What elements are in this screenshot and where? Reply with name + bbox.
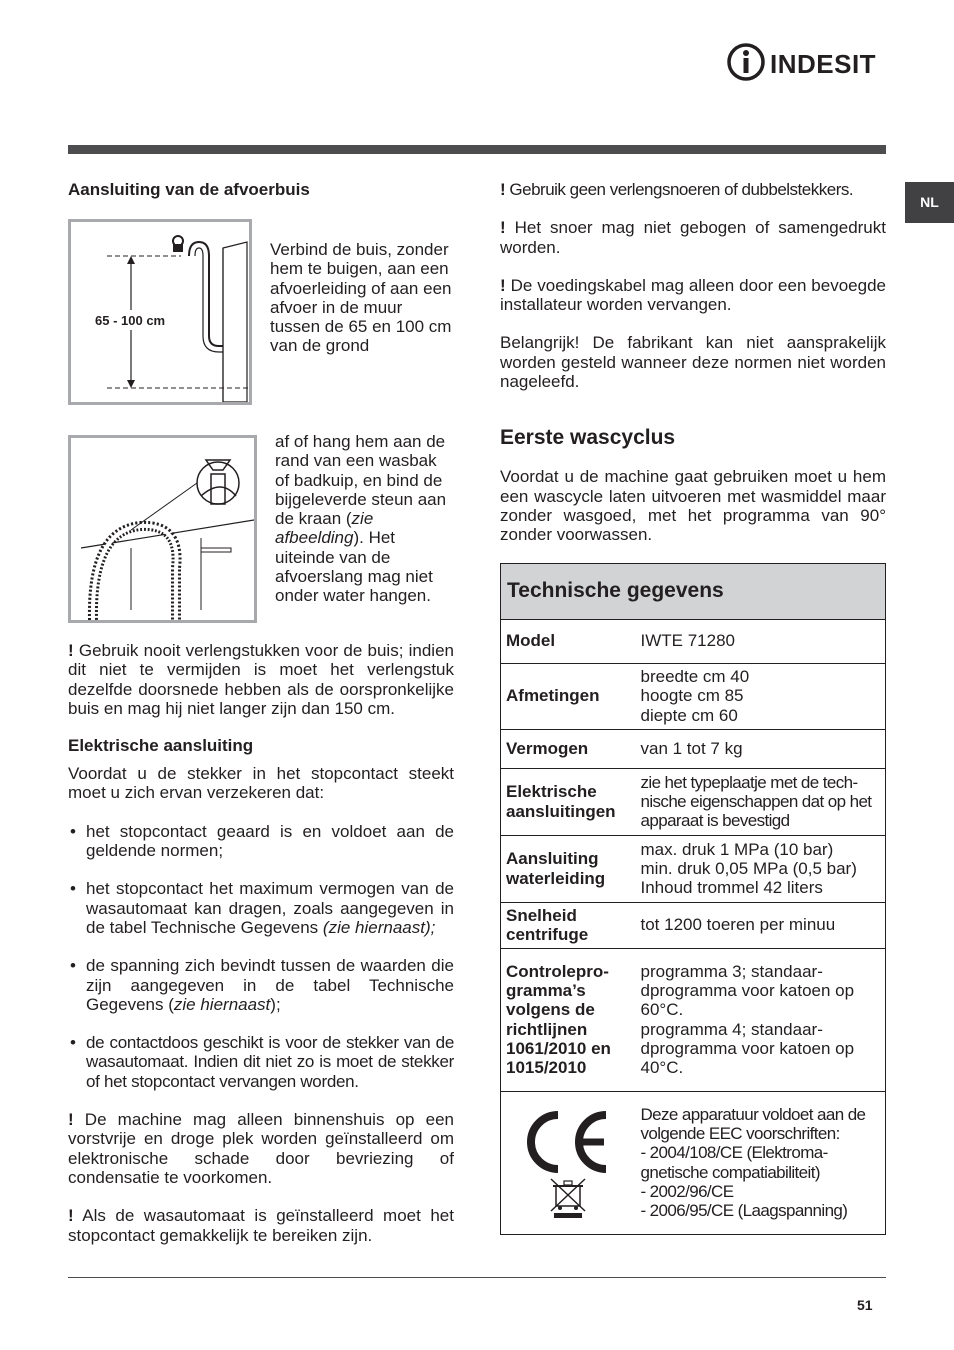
spec-value: Deze apparatuur voldoet aan de volgende EEC voorschriften: - 2004/108/CE (Elektromagnetische compatiabiliteit) - 2002/96/CE - 2006/95/CE (Laagspanning) [635,1091,886,1234]
first-cycle-text: Voordat u de machine gaat gebruiken moet u hem een wascycle laten uitvoeren met wasmiddel maar zonder wasgoed, met het programma van 90° zonder voorwassen. [500,467,886,545]
table-row [501,835,886,902]
list-item: • het stopcontact het maximum vermogen van de wasautomaat kan dragen, zoals aangegeven in de tabel Technische Gegevens (zie hiernaast); [68,879,454,937]
electric-intro: Voordat u de stekker in het stopcontact steekt moet u zich ervan verzekeren dat: [68,764,454,803]
first-cycle-heading: Eerste wascyclus [500,426,676,450]
left-column [68,180,454,1245]
page-number: 51 [857,1297,873,1313]
spec-value: programma 3; standaardprogramma voor katoen op 60°C. programma 4; standaardprogramma voor katoen op 40°C. [635,948,886,1091]
drain-wall-figure [68,219,252,405]
weee-bin-icon [551,1179,585,1218]
drain-sink-figure-row [68,432,454,623]
spec-table [500,563,886,1235]
spec-value: van 1 tot 7 kg [635,729,886,768]
electric-checklist [68,822,454,1091]
ce-mark-icon [518,1100,618,1220]
header-rule [68,145,886,154]
spec-label: Controleprogramma’s volgens de richtlijnen 1061/2010 en 1015/2010 [501,948,635,1091]
list-item: • de spanning zich bevindt tussen de waarden die zijn aangegeven in de tabel Technische Gegevens (zie hiernaast); [68,956,454,1014]
spec-label: Afmetingen [501,663,635,729]
footer-rule [68,1277,886,1278]
svg-text:INDESIT: INDESIT [770,49,877,79]
drain-wall-text: Verbind de buis, zonder hem te buigen, aan een afvoerleiding of aan een afvoer in de muur tussen de 65 en 100 cm van de grond [270,240,452,356]
spec-label: Elektrische aansluitingen [501,768,635,835]
ce-weee-marks [501,1091,635,1234]
right-column [500,180,886,1235]
drain-heading: Aansluiting van de afvoerbuis [68,180,310,199]
table-row [501,948,886,1091]
spec-value: IWTE 71280 [635,619,886,663]
drain-sink-illustration [71,438,254,620]
bend-note: ! Het snoer mag niet gebogen of samengedrukt worden. [500,218,886,257]
drain-figure-row [68,219,454,405]
drain-wall-illustration [71,222,249,402]
important-note: Belangrijk! De fabrikant kan niet aansprakelijk worden gesteld wanneer deze normen niet worden nageleefd. [500,333,886,392]
drain-sink-text: af of hang hem aan de rand van een wasbak of badkuip, en bind de bijgeleverde steun aan de kraan (zie afbeelding). Het uiteinde van de afvoerslang mag niet onder water hangen. [275,432,447,606]
spec-label: Aansluiting waterleiding [501,835,635,902]
drain-sink-figure [68,435,257,623]
indoor-note: ! De machine mag alleen binnenshuis op een vorstvrije en droge plek worden geïnstalleerd om elektronische schade door bevriezing of condensatie te voorkomen. [68,1110,454,1187]
height-range-label: 65 - 100 cm [95,313,166,328]
cords-note: ! Gebruik geen verlengsnoeren of dubbelstekkers. [500,180,854,199]
indesit-logo [726,42,888,82]
table-row [501,729,886,768]
language-tab: NL [905,182,954,223]
spec-label: Model [501,619,635,663]
spec-table-title: Technische gegevens [501,563,886,619]
list-item: • de contactdoos geschikt is voor de stekker van de wasautomaat. Indien dit niet zo is moet de stekker of het stopcontact vervangen worden. [68,1033,454,1091]
access-note: ! Als de wasautomaat is geïnstalleerd moet het stopcontact gemakkelijk te bereiken zijn. [68,1206,454,1245]
table-row [501,1091,886,1234]
extension-note: ! Gebruik nooit verlengstukken voor de buis; indien dit niet te vermijden is moet het verlengstuk dezelfde doorsnede hebben als de oorspronkelijke buis en mag hij niet langer zijn dan 150 cm. [68,641,454,718]
list-item: • het stopcontact geaard is en voldoet aan de geldende normen; [68,822,454,861]
table-row [501,902,886,948]
spec-value: tot 1200 toeren per minuu [635,902,886,948]
spec-value: breedte cm 40 hoogte cm 85 diepte cm 60 [635,663,886,729]
spec-value: zie het typeplaatje met de technische eigenschappen dat op het apparaat is bevestigd [635,768,886,835]
table-row [501,663,886,729]
table-row [501,619,886,663]
spec-label: Snelheid centrifuge [501,902,635,948]
table-row [501,768,886,835]
electric-heading: Elektrische aansluiting [68,736,254,756]
spec-value: max. druk 1 MPa (10 bar) min. druk 0,05 MPa (0,5 bar) Inhoud trommel 42 liters [635,835,886,902]
cable-note: ! De voedingskabel mag alleen door een bevoegde installateur worden vervangen. [500,275,886,315]
spec-label: Vermogen [501,729,635,768]
